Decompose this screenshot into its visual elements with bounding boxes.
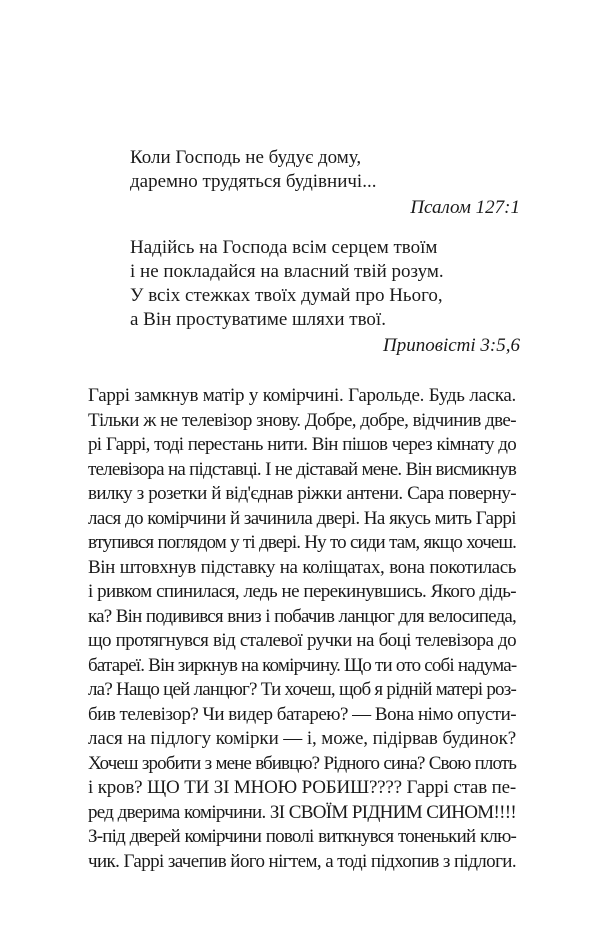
text-line: ла? Нащо цей ланцюг? Ти хочеш, щоб я рідній матері роз- [88, 679, 516, 700]
text-line: втупився поглядом у ті двері. Ну то сиди там, якщо хочеш. [88, 532, 516, 553]
text-line: рі Гаррі, тоді перестань нити. Він пішов через кімнату до [88, 434, 516, 455]
text-line: бив телевізор? Чи видер батарею? — Вона німо опусти- [88, 703, 517, 725]
body-paragraph [88, 384, 516, 874]
text-line: ред дверима комірчини. ЗІ СВОЇМ РІДНИМ СИНОМ!!!! [88, 801, 516, 823]
epigraph-line: а Він простуватиме шляхи твої. [130, 309, 386, 330]
text-line: телевізора на підставці. І не діставай мене. Він висмикнув [88, 458, 516, 480]
text-line: лася на підлогу комірки — і, може, підірвав будинок? [88, 728, 517, 749]
text-line: Хочеш зробити з мене вбивцю? Рідного сина? Свою плоть [88, 752, 516, 774]
text-line: вилку з розетки й від'єднав ріжки антени. Сара поверну- [88, 483, 516, 504]
text-line: що протягнувся від сталевої ручки на боці телевізора до [88, 630, 516, 651]
epigraph-source: Псалом 127:1 [410, 197, 520, 218]
text-line: З-під дверей комірчини поволі виткнувся тоненький клю- [88, 826, 516, 847]
text-line: чик. Гаррі зачепив його нігтем, а тоді підхопив з підлоги. [88, 850, 516, 872]
epigraph-line: Коли Господь не будує дому, [130, 147, 362, 168]
epigraph-proverbs [130, 236, 520, 358]
epigraph-psalm [130, 146, 520, 220]
epigraph-line: Надійсь на Господа всім серцем твоїм [130, 237, 438, 258]
text-line: Тільки ж не телевізор знову. Добре, добре, відчинив две- [88, 409, 516, 431]
epigraph-source: Приповісті 3:5,6 [382, 335, 520, 356]
text-line: Гаррі замкнув матір у комірчині. Гарольде. Будь ласка. [88, 385, 516, 406]
epigraph-line: У всіх стежках твоїх думай про Нього, [130, 285, 443, 306]
text-line: і ривком спинилася, ледь не перекинувшись. Якого дідь- [88, 581, 516, 602]
text-line: батареї. Він зиркнув на комірчину. Що ти ото собі надума- [88, 654, 517, 676]
text-line: Він штовхнув підставку на коліщатах, вона покотилась [88, 556, 516, 578]
text-line: лася до комірчини й зачинила двері. На якусь мить Гаррі [88, 507, 516, 529]
epigraph-line: даремно трудяться будівничі... [130, 171, 377, 192]
epigraph-line: і не покладайся на власний твій розум. [130, 261, 444, 282]
text-line: ка? Він подивився вниз і побачив ланцюг для велосипеда, [88, 605, 516, 627]
text-line: і кров? ЩО ТИ ЗІ МНОЮ РОБИШ???? Гаррі став пе- [88, 777, 516, 798]
